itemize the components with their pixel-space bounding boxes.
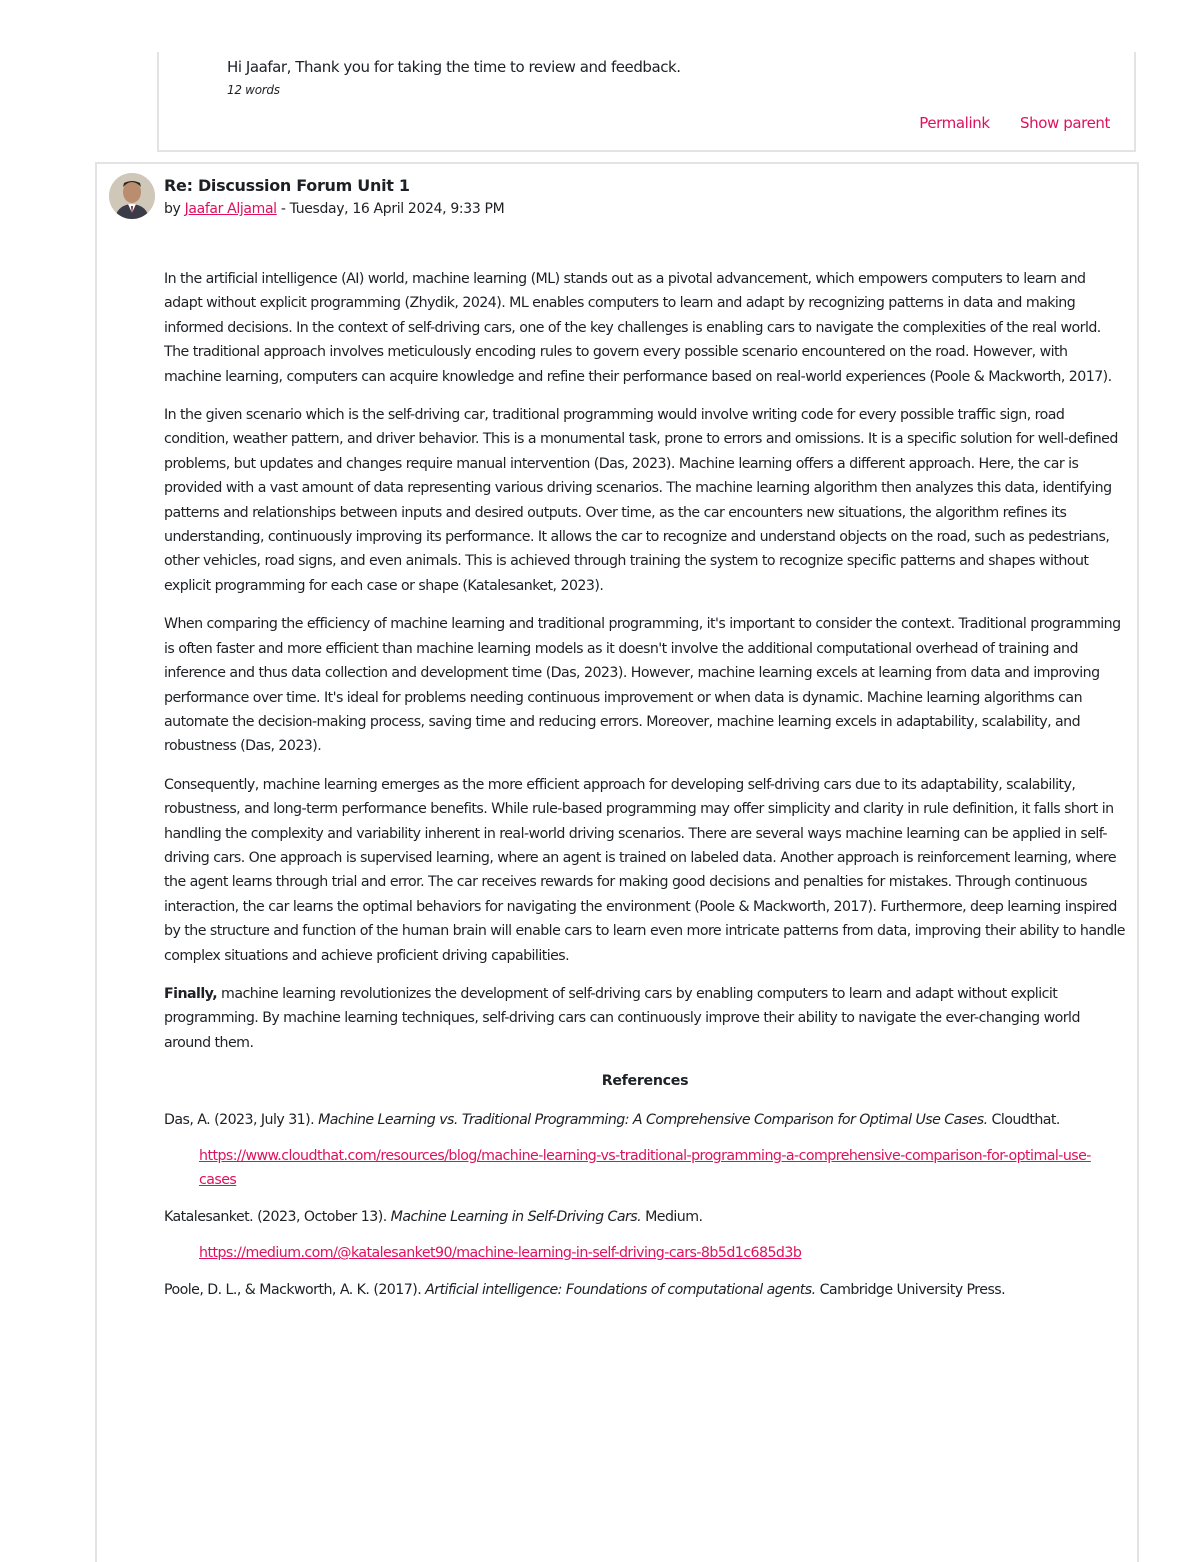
- avatar[interactable]: [109, 173, 155, 219]
- paragraph-final: [164, 982, 1126, 1055]
- permalink-link[interactable]: Permalink: [919, 114, 990, 132]
- reference-publisher: Cambridge University Press.: [815, 1281, 1006, 1298]
- references-heading: References: [601, 1073, 689, 1090]
- forum-post: [95, 162, 1139, 1562]
- post-byline: [164, 201, 504, 217]
- reply-message: Hi Jaafar, Thank you for taking the time to review and feedback.: [227, 58, 681, 76]
- reference-title: Machine Learning vs. Traditional Programming: A Comprehensive Comparison for Optimal Use Cases.: [318, 1111, 988, 1128]
- post-content: [164, 267, 1126, 1314]
- reference-entry: [164, 1108, 1126, 1132]
- paragraph: Consequently, machine learning emerges as the more efficient approach for developing self-driving cars due to its adaptability, scalability, robustness, and long-term performance benefits. While rule-based programming may offer simplicity and clarity in rule definition, it falls short in handling the complexity and variability inherent in real-world driving scenarios. There are several ways machine learning can be applied in self-driving cars. One approach is supervised learning, where an agent is trained on labeled data. Another approach is reinforcement learning, where the agent learns through trial and error. The car receives rewards for making good decisions and penalties for mistakes. Through continuous interaction, the car learns the optimal behaviors for navigating the environment (Poole & Mackworth, 2017). Furthermore, deep learning inspired by the structure and function of the human brain will enable cars to learn even more intricate patterns from data, improving their ability to handle complex situations and achieve proficient driving capabilities.: [164, 776, 1125, 964]
- word-count: 12 words: [227, 83, 280, 97]
- reference-title: Artificial intelligence: Foundations of computational agents.: [425, 1281, 816, 1298]
- previous-reply: [157, 52, 1136, 152]
- reference-link[interactable]: https://www.cloudthat.com/resources/blog/machine-learning-vs-traditional-programming-a-comprehensive-comparison-for-optimal-use-cases: [199, 1148, 1091, 1189]
- show-parent-link[interactable]: Show parent: [1019, 114, 1110, 132]
- reply-actions: [893, 114, 1110, 132]
- finally-bold: Finally,: [164, 985, 218, 1002]
- reference-author: Das, A. (2023, July 31).: [164, 1111, 319, 1128]
- post-date: - Tuesday, 16 April 2024, 9:33 PM: [276, 201, 505, 217]
- paragraph: In the artificial intelligence (AI) world, machine learning (ML) stands out as a pivotal advancement, which empowers computers to learn and adapt without explicit programming (Zhydik, 2024). ML enables computers to learn and adapt by recognizing patterns in data and making informed decisions. In the context of self-driving cars, one of the key challenges is enabling cars to navigate the complexities of the real world. The traditional approach involves meticulously encoding rules to govern every possible scenario encountered on the road. However, with machine learning, computers can acquire knowledge and refine their performance based on real-world experiences (Poole & Mackworth, 2017).: [164, 271, 1112, 385]
- reference-link-row: [199, 1144, 1126, 1193]
- by-prefix: by: [164, 201, 185, 217]
- reference-entry: [164, 1278, 1126, 1302]
- post-subject: Re: Discussion Forum Unit 1: [164, 176, 410, 195]
- reference-author: Poole, D. L., & Mackworth, A. K. (2017).: [164, 1281, 426, 1298]
- author-link[interactable]: Jaafar Aljamal: [184, 201, 277, 217]
- reference-publisher: Cloudthat.: [987, 1111, 1060, 1128]
- reference-author: Katalesanket. (2023, October 13).: [164, 1208, 391, 1225]
- reference-publisher: Medium.: [641, 1208, 703, 1225]
- final-text: machine learning revolutionizes the development of self-driving cars by enabling computers to learn and adapt without explicit programming. By machine learning techniques, self-driving cars can continuously improve their ability to navigate the ever-changing world around them.: [164, 985, 1080, 1051]
- user-avatar-photo-icon: [109, 173, 155, 219]
- reference-link[interactable]: https://medium.com/@katalesanket90/machine-learning-in-self-driving-cars-8b5d1c685d3b: [199, 1245, 802, 1262]
- reference-entry: [164, 1205, 1126, 1229]
- reference-link-row: [199, 1241, 1126, 1265]
- paragraph: In the given scenario which is the self-driving car, traditional programming would involve writing code for every possible traffic sign, road condition, weather pattern, and driver behavior. This is a monumental task, prone to errors and omissions. It is a specific solution for well-defined problems, but updates and changes require manual intervention (Das, 2023). Machine learning offers a different approach. Here, the car is provided with a vast amount of data representing various driving scenarios. The machine learning algorithm then analyzes this data, identifying patterns and relationships between inputs and desired outputs. Over time, as the car encounters new situations, the algorithm refines its understanding, continuously improving its performance. It allows the car to recognize and understand objects on the road, such as pedestrians, other vehicles, road signs, and even animals. This is achieved through training the system to recognize specific patterns and shapes without explicit programming for each case or shape (Katalesanket, 2023).: [164, 407, 1118, 594]
- paragraph: When comparing the efficiency of machine learning and traditional programming, it's important to consider the context. Traditional programming is often faster and more efficient than machine learning models as it doesn't involve the additional computational overhead of training and inference and thus data collection and development time (Das, 2023). However, machine learning excels at learning from data and improving performance over time. It's ideal for problems needing continuous improvement or when data is dynamic. Machine learning algorithms can automate the decision-making process, saving time and reducing errors. Moreover, machine learning excels in adaptability, scalability, and robustness (Das, 2023).: [164, 616, 1121, 755]
- reference-title: Machine Learning in Self-Driving Cars.: [390, 1208, 642, 1225]
